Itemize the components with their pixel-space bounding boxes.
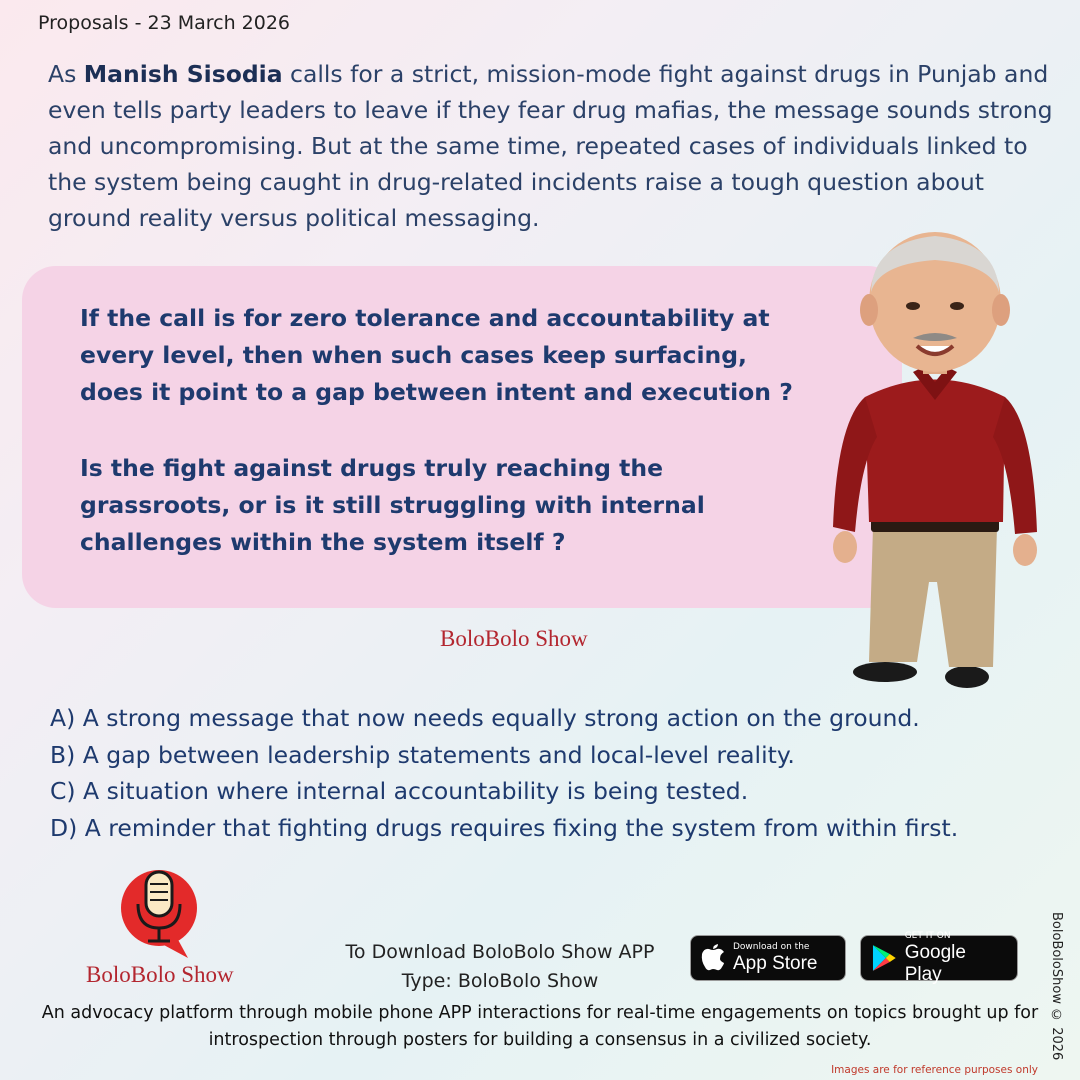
footer-tagline: An advocacy platform through mobile phone APP interactions for real-time engagements on topics brought up for introspection through posters for building a consensus in a civilized society. [41,1003,1039,1050]
brand-watermark: BoloBolo Show [440,626,588,651]
app-store-small: Download on the [733,941,810,952]
option-a[interactable]: A) A strong message that now needs equally strong action on the ground. [50,704,920,732]
app-store-big: App Store [733,952,818,974]
person-illustration [825,222,1045,697]
intro-lead: As [48,60,84,88]
download-line-2: Type: BoloBolo Show [401,970,599,992]
download-line-1: To Download BoloBolo Show APP [345,941,655,963]
play-icon [871,944,897,972]
question-2: Is the fight against drugs truly reaching the grassroots, or is it still struggling with internal challenges within the system itself ? [80,454,705,556]
intro-paragraph [48,56,1058,236]
intro-rest: calls for a strict, mission-mode fight against drugs in Punjab and even tells party leaders to leave if they fear drug mafias, the message sounds strong and uncompromising. But at the same time, repeated cases of individuals linked to the system being caught in drug-related incidents raise a tough question about ground reality versus political messaging. [48,60,1053,232]
option-b[interactable]: B) A gap between leadership statements and local-level reality. [50,740,795,769]
intro-name: Manish Sisodia [83,60,283,88]
answer-options [50,700,958,846]
download-instructions [300,938,700,996]
copyright-vertical: BoloBoloShow © 2026 [1049,912,1064,1061]
date-line: Proposals - 23 March 2026 [38,12,291,34]
brand-logo-text: BoloBolo Show [86,962,234,987]
app-store-button[interactable] [690,935,846,981]
option-d[interactable]: D) A reminder that fighting drugs requires fixing the system from within first. [50,813,959,842]
google-play-big: Google Play [904,941,966,985]
apple-icon [701,944,725,972]
microphone-logo-icon [116,866,202,962]
disclaimer: Images are for reference purposes only [831,1064,1038,1076]
question-1: If the call is for zero tolerance and accountability at every level, then when such cases keep surfacing, does it point to a gap between intent and execution ? [80,304,793,406]
google-play-small: GET IT ON [904,930,951,941]
google-play-button[interactable] [860,930,1018,985]
option-c[interactable]: C) A situation where internal accountability is being tested. [50,777,749,805]
